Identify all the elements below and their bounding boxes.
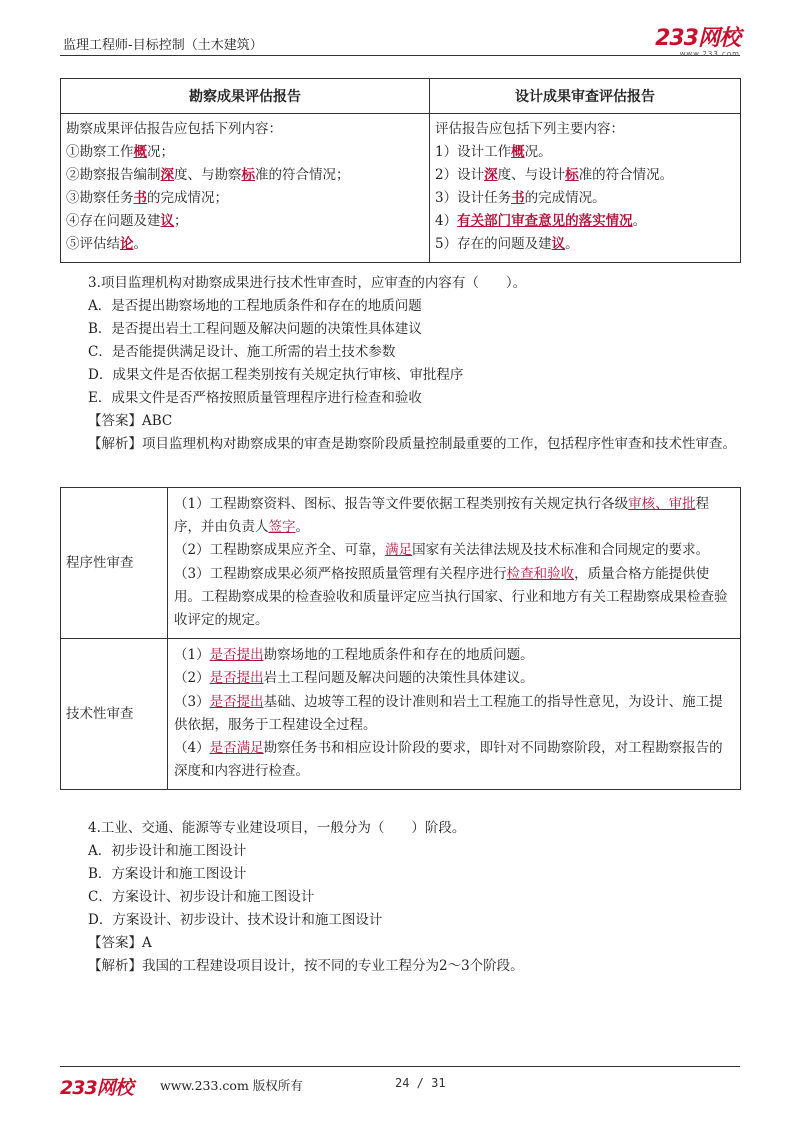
design-report-item: 5）存在的问题及建议。	[435, 236, 579, 252]
analysis: 【解析】项目监理机构对勘察成果的审查是勘察阶段质量控制最重要的工作，包括程序性审查和技术性审查。	[88, 436, 736, 452]
survey-report-heading: 勘察成果评估报告	[61, 79, 430, 114]
review-item: （1）工程勘察资料、图标、报告等文件要依据工程类别按有关规定执行各级审核、审批程序，并由负责人签字。	[174, 496, 710, 536]
review-item: （2）是否提出岩土工程问题及解决问题的决策性具体建议。	[174, 670, 534, 687]
option-d: D．方案设计、初步设计、技术设计和施工图设计	[88, 912, 383, 928]
review-content	[168, 488, 741, 639]
design-report-item: 3）设计任务书的完成情况。	[435, 190, 606, 206]
survey-report-intro: 勘察成果评估报告应包括下列内容：	[66, 121, 282, 137]
table-row	[61, 488, 741, 639]
design-report-item: 4）有关部门审查意见的落实情况。	[435, 213, 647, 229]
question-3	[60, 272, 740, 456]
review-item: （4）是否满足勘察任务书和相应设计阶段的要求，即针对不同勘察阶段，对工程勘察报告的深度和内容进行检查。	[174, 740, 723, 780]
option-c: C．是否能提供满足设计、施工所需的岩土技术参数	[88, 344, 396, 360]
document-title: 监理工程师-目标控制（土木建筑）	[63, 38, 263, 53]
review-item: （2）工程勘察成果应齐全、可靠，满足国家有关法律法规及技术标准和合同规定的要求。	[174, 542, 710, 559]
option-d: D．成果文件是否依据工程类别按有关规定执行审核、审批程序	[88, 367, 464, 383]
review-item: （3）是否提出基础、边坡等工程的设计准则和岩土工程施工的指导性意见，为设计、施工提供依据，服务于工程建设全过程。	[174, 693, 723, 733]
review-type-label: 技术性审查	[61, 639, 168, 790]
review-content	[168, 639, 741, 790]
footer-copyright: www.233.com 版权所有	[160, 1078, 303, 1093]
design-report-cell	[430, 114, 741, 263]
survey-report-item: ①勘察工作概况；	[66, 144, 174, 160]
review-type-label: 程序性审查	[61, 488, 168, 639]
survey-report-item: ④存在问题及建议；	[66, 213, 188, 229]
question-stem: 3.项目监理机构对勘察成果进行技术性审查时，应审查的内容有（ ）。	[88, 275, 527, 291]
brand-site: www.233.com	[679, 50, 740, 58]
survey-report-item: ②勘察报告编制深度、与勘察标准的符合情况；	[66, 167, 350, 183]
page-header	[60, 28, 740, 56]
report-comparison-table	[60, 78, 741, 263]
answer: 【答案】A	[88, 935, 152, 951]
answer: 【答案】ABC	[88, 413, 173, 429]
option-c: C．方案设计、初步设计和施工图设计	[88, 889, 315, 905]
design-report-heading: 设计成果审查评估报告	[430, 79, 741, 114]
table-row	[61, 639, 741, 790]
page-footer	[60, 1066, 740, 1099]
question-stem: 4.工业、交通、能源等专业建设项目，一般分为（ ）阶段。	[88, 820, 466, 836]
brand-name: 233网校	[655, 26, 740, 51]
page-number: 24 / 31	[395, 1076, 446, 1090]
survey-report-item: ③勘察任务书的完成情况；	[66, 190, 228, 206]
analysis: 【解析】我国的工程建设项目设计，按不同的专业工程分为2～3个阶段。	[88, 958, 524, 974]
review-item: （1）是否提出勘察场地的工程地质条件和存在的地质问题。	[174, 647, 534, 664]
footer-brand-logo: 233网校	[60, 1077, 133, 1099]
design-report-item: 1）设计工作概况。	[435, 144, 552, 160]
question-4	[60, 817, 740, 978]
review-table	[60, 487, 741, 790]
option-e: E．成果文件是否严格按照质量管理程序进行检查和验收	[88, 390, 422, 406]
option-a: A．是否提出勘察场地的工程地质条件和存在的地质问题	[88, 298, 422, 314]
survey-report-cell	[61, 114, 430, 263]
survey-report-item: ⑤评估结论。	[66, 236, 147, 252]
design-report-item: 2）设计深度、与设计标准的符合情况。	[435, 167, 674, 183]
review-item: （3）工程勘察成果必须严格按照质量管理有关程序进行检查和验收，质量合格方能提供使用。工程勘察成果的检查验收和质量评定应当执行国家、行业和地方有关工程勘察成果检查验收评定的规定。	[174, 565, 728, 629]
option-b: B．方案设计和施工图设计	[88, 866, 247, 882]
design-report-intro: 评估报告应包括下列主要内容：	[435, 121, 624, 137]
option-a: A．初步设计和施工图设计	[88, 843, 247, 859]
brand-logo	[655, 28, 740, 58]
option-b: B．是否提出岩土工程问题及解决问题的决策性具体建议	[88, 321, 422, 337]
